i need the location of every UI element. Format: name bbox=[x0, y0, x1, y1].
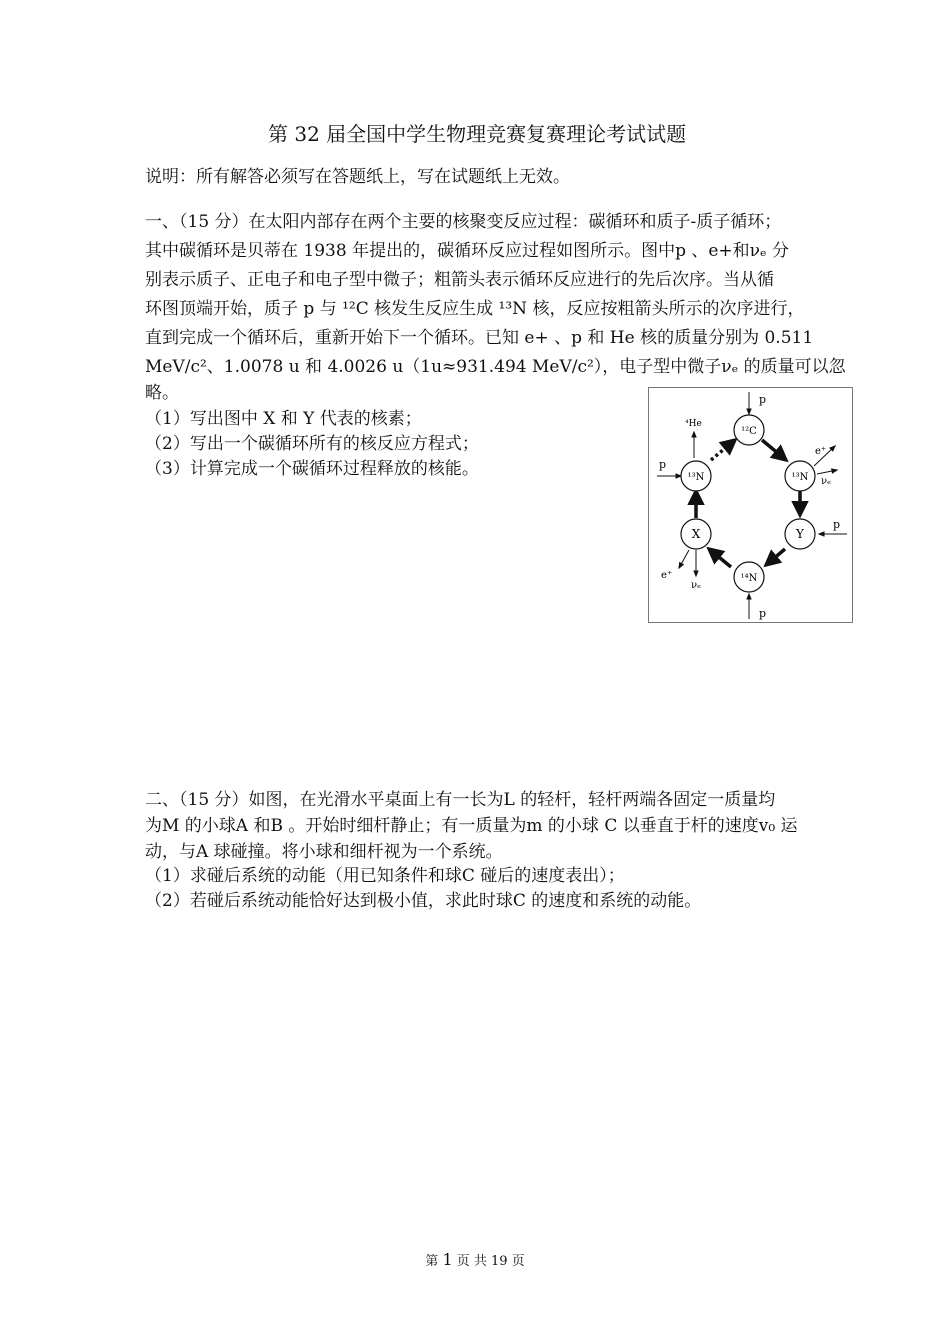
node-n13-left: ¹³N bbox=[687, 472, 705, 483]
problem1-line4: 环图顶端开始，质子 p 与 ¹²C 核发生反应生成 ¹³N 核，反应按粗箭头所示的次序进行， bbox=[145, 299, 805, 319]
label-p-top: p bbox=[759, 393, 767, 406]
cycle-arrow-y-to-n14 bbox=[766, 549, 785, 565]
footer-total: 页 共 19 页 bbox=[456, 1254, 525, 1269]
problem1-question2: （2）写出一个碳循环所有的核反应方程式； bbox=[145, 434, 479, 454]
page-title: 第 32 届全国中学生物理竞赛复赛理论考试试题 bbox=[268, 122, 687, 146]
cycle-arrow-n15-to-c12-dotted bbox=[711, 440, 735, 460]
problem1-question3: （3）计算完成一个碳循环过程释放的核能。 bbox=[145, 459, 479, 479]
footer-prefix: 第 bbox=[425, 1254, 439, 1269]
label-nu-right: νₑ bbox=[821, 476, 831, 487]
problem2-line2: 为M 的小球A 和B 。开始时细杆静止；有一质量为m 的小球 C 以垂直于杆的速度v₀ 运 bbox=[145, 816, 798, 836]
problem1-line7: 略。 bbox=[145, 383, 179, 403]
problem1-line1: 一、（15 分）在太阳内部存在两个主要的核聚变反应过程：碳循环和质子-质子循环； bbox=[145, 212, 782, 232]
label-p-bottom: p bbox=[759, 607, 767, 620]
problem1-question1: （1）写出图中 X 和 Y 代表的核素； bbox=[145, 409, 422, 429]
cycle-arrow-c12-to-n13 bbox=[762, 440, 786, 460]
problem2-line1: 二、（15 分）如图，在光滑水平桌面上有一长为L 的轻杆，轻杆两端各固定一质量均 bbox=[145, 790, 776, 810]
page-footer bbox=[0, 1250, 950, 1269]
carbon-cycle-diagram bbox=[648, 387, 853, 623]
problem1-line2: 其中碳循环是贝蒂在 1938 年提出的，碳循环反应过程如图所示。图中p 、e+和νₑ 分 bbox=[145, 241, 789, 261]
problem1-line5: 直到完成一个循环后，重新开始下一个循环。已知 e+ 、p 和 He 核的质量分别为 0.511 bbox=[145, 328, 814, 348]
node-c12: ¹²C bbox=[741, 426, 757, 437]
node-y: Y bbox=[796, 527, 804, 541]
problem2-question1: （1）求碰后系统的动能（用已知条件和球C 碰后的速度表出）； bbox=[145, 866, 625, 886]
node-n14: ¹⁴N bbox=[740, 573, 758, 584]
label-p-left: p bbox=[659, 458, 667, 471]
label-eplus-left: e⁺ bbox=[661, 570, 673, 581]
label-nu-left: νₑ bbox=[691, 580, 701, 591]
problem1-line6: MeV/c²、1.0078 u 和 4.0026 u（1u≈931.494 MeV/c²），电子型中微子νₑ 的质量可以忽 bbox=[145, 357, 846, 377]
problem1-line3: 别表示质子、正电子和电子型中微子；粗箭头表示循环反应进行的先后次序。当从循 bbox=[145, 270, 774, 290]
label-he4: ⁴He bbox=[685, 419, 702, 429]
problem2-line3: 动，与A 球碰撞。将小球和细杆视为一个系统。 bbox=[145, 842, 503, 862]
footer-page-number: 1 bbox=[442, 1250, 453, 1269]
label-eplus-right: e⁺ bbox=[815, 446, 827, 457]
instructions-note: 说明：所有解答必须写在答题纸上，写在试题纸上无效。 bbox=[145, 167, 570, 187]
label-p-right: p bbox=[833, 518, 841, 531]
problem2-question2: （2）若碰后系统动能恰好达到极小值，求此时球C 的速度和系统的动能。 bbox=[145, 891, 702, 911]
cycle-arrow-n14-to-x bbox=[709, 549, 731, 567]
node-x: X bbox=[691, 527, 701, 541]
node-n13-right: ¹³N bbox=[791, 472, 809, 483]
